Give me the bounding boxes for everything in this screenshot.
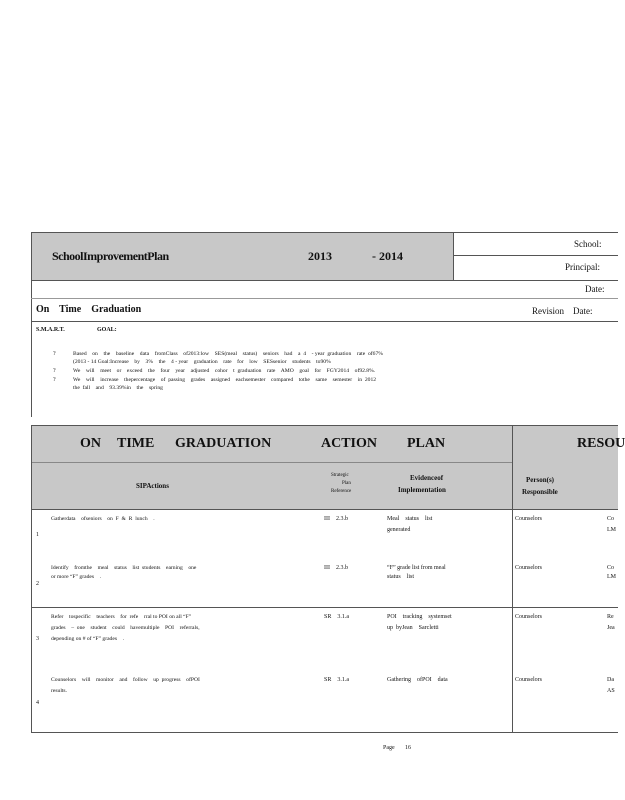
row-resource: AS <box>607 688 615 694</box>
row-action: or more “F” grades . <box>51 574 102 580</box>
row-resource: Co <box>607 516 615 522</box>
row-ref: III 2.3.b <box>324 565 348 571</box>
col-sip-actions: SIPActions <box>136 482 169 490</box>
row-evidence: up byJean Sarcletti <box>387 625 439 631</box>
row-evidence: “F” grade list from meal <box>387 565 446 571</box>
row-evidence: status list <box>387 574 415 580</box>
revision-date-label: Revision Date: <box>532 306 593 316</box>
col-strategic: Strategic <box>331 473 349 478</box>
row-resource: Co <box>607 565 615 571</box>
action-plan-title-word: PLAN <box>407 436 446 451</box>
col-evidence: Evidenceof <box>410 474 444 482</box>
col-person: Person(s) <box>526 476 554 484</box>
row-ref: SR 3.1.a <box>324 614 350 620</box>
row-evidence: Meal status list <box>387 516 433 522</box>
resources-title: RESOU <box>577 436 625 451</box>
goal-text-line: (2013 - 14 Goal:Increase by 3% the 4 - year graduation rate for low SESsenior students to90% <box>73 359 331 365</box>
col-evidence: Implementation <box>398 486 446 494</box>
goal-text-line: We will meet or exceed the four year adjusted cohor t graduation rate AMO goal for FGY2014 of92.8%. <box>73 368 376 374</box>
goal-text-line: We will increase thepercentage of passing grades assigned eachsemester compared tothe same semester in 2012 <box>73 377 377 383</box>
goal-label: GOAL: <box>97 327 117 333</box>
goal-bullet-mark: ? <box>53 377 56 383</box>
action-plan-title-word: TIME <box>117 436 155 451</box>
row-number: 4 <box>36 700 39 706</box>
row-number: 1 <box>36 532 39 538</box>
row-evidence: Gathering ofPOI data <box>387 677 448 683</box>
row-action: results. <box>51 688 68 694</box>
row-ref: SR 3.1.a <box>324 677 350 683</box>
row-resource: LM <box>607 527 616 533</box>
year-start: 2013 <box>308 249 332 263</box>
smart-label: S.M.A.R.T. <box>36 327 65 333</box>
row-resource: Da <box>607 677 614 683</box>
row-action: depending on # of “F” grades . <box>51 636 125 642</box>
goal-bullet-mark: ? <box>53 351 56 357</box>
row-person: Counselors <box>515 677 542 683</box>
row-action: Counselors will monitor and follow up progress ofPOI <box>51 677 200 683</box>
row-person: Counselors <box>515 614 542 620</box>
col-strategic: Reference <box>331 489 352 494</box>
goal-text-line: Based on the baseline data fromClass of2013:low SES(meal status) seniors had a 4 - year graduation rate of67% <box>73 351 383 357</box>
goal-bullet-mark: ? <box>53 368 56 374</box>
col-strategic: Plan <box>342 481 351 486</box>
row-evidence: POI tracking systemset <box>387 614 452 620</box>
action-plan-title-word: ACTION <box>321 436 378 451</box>
row-number: 3 <box>36 636 39 642</box>
goal-text-line: the fall and 93.39%in the spring <box>73 385 163 391</box>
row-evidence: generated <box>387 527 411 533</box>
row-resource: LM <box>607 574 616 580</box>
row-action: Gatherdata ofseniors on F & R lunch . <box>51 516 155 522</box>
plan-title: SchoolImprovementPlan <box>52 249 169 263</box>
row-action: grades – one student could havemultiple POI referrals, <box>51 625 200 631</box>
year-end: - 2014 <box>372 249 403 263</box>
principal-label: Principal: <box>565 262 600 272</box>
row-action: Identify fromthe meal status list students earning one <box>51 565 197 571</box>
action-plan-title-word: ON <box>80 436 101 451</box>
row-number: 2 <box>36 581 39 587</box>
action-plan-title-word: GRADUATION <box>175 436 272 451</box>
row-resource: Jea <box>607 625 615 631</box>
page-label: Page <box>383 745 395 751</box>
col-person: Responsible <box>522 488 558 496</box>
goal-area: On Time Graduation <box>36 304 142 315</box>
row-action: Refer tospecific teachers for refe rral to POI on all “F” <box>51 614 192 620</box>
page-number: 16 <box>405 745 411 751</box>
row-ref: III 2.3.b <box>324 516 348 522</box>
row-resource: Re <box>607 614 614 620</box>
row-person: Counselors <box>515 516 542 522</box>
school-label: School: <box>574 239 602 249</box>
row-person: Counselors <box>515 565 542 571</box>
date-label: Date: <box>585 284 605 294</box>
